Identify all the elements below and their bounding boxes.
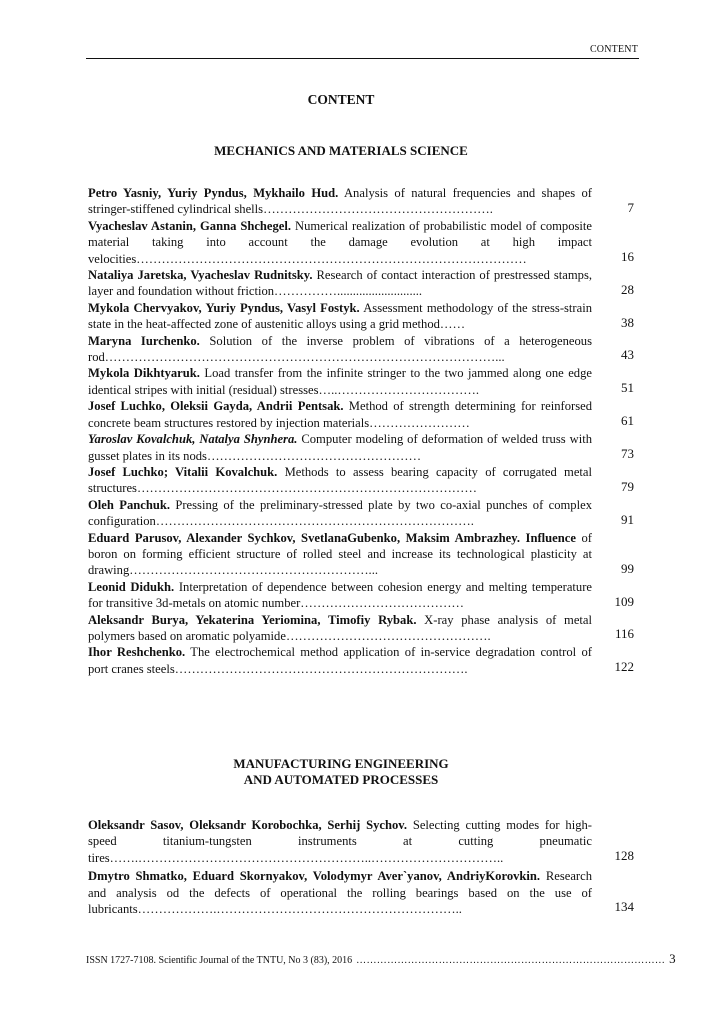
entry-authors: Yaroslav Kovalchuk, Natalya Shynhera. — [88, 432, 298, 447]
entry-page: 38 — [621, 314, 634, 330]
entry-title: Load transfer from the infinite stringer to the two jammed along one edge identical stripes with initial (residual) stresses…..……………………………. — [88, 366, 592, 397]
page-footer — [86, 951, 676, 967]
entry-authors: Leonid Didukh. — [88, 579, 175, 594]
footer-leader: ……………………………………………………………………………… — [356, 955, 666, 966]
toc-entry[interactable] — [88, 579, 638, 612]
entry-title: Pressing of the preliminary-stressed plate by two co-axial punches of complex configuration…………………………………………………………………. — [88, 497, 592, 529]
section-title-line: AND AUTOMATED PROCESSES — [243, 772, 439, 787]
section-title-manufacturing — [86, 756, 596, 788]
header-rule — [86, 58, 639, 59]
entry-title: Research and analysis od the defects of operational the rolling bearings based on the use of lubricants……………….………………………………………………….. — [88, 869, 592, 917]
entry-authors: Vyacheslav Astanin, Ganna Shchegel. — [88, 218, 292, 233]
entry-page: 16 — [621, 249, 634, 265]
entry-authors: Oleh Panchuk. — [88, 497, 170, 512]
entry-title: Solution of the inverse problem of vibrations of a heterogeneous rod…………………………………………………………………………………... — [88, 333, 592, 365]
entry-authors: Josef Luchko, Oleksii Gayda, Andrii Pentsak. — [88, 399, 344, 414]
entry-title: Research of contact interaction of prestressed stamps, layer and foundation without friction……………........................... — [88, 268, 593, 299]
entry-authors: Josef Luchko; Vitalii Kovalchuk. — [88, 464, 278, 479]
section-title-line: MANUFACTURING ENGINEERING — [233, 756, 449, 771]
toc-list-mechanics — [88, 185, 638, 677]
entry-authors: Oleksandr Sasov, Oleksandr Korobochka, Serhij Sychov. — [88, 818, 408, 832]
entry-title: Computer modeling of deformation of welded truss with gusset plates in its nods…………………………………………… — [88, 432, 592, 463]
toc-entry[interactable] — [88, 267, 638, 300]
toc-entry[interactable] — [88, 431, 638, 464]
entry-page: 91 — [621, 511, 634, 527]
entry-authors: Mykola Chervyakov, Yuriy Pyndus, Vasyl Fostyk. — [88, 300, 360, 315]
entry-authors: Eduard Parusov, Alexander Sychkov, SvetlanaGubenko, Maksim Ambrazhey. Influence — [88, 530, 576, 545]
entry-page: 79 — [621, 478, 634, 494]
toc-entry[interactable] — [88, 218, 638, 267]
entry-authors: Aleksandr Burya, Yekaterina Yeriomina, Timofiy Rybak. — [88, 612, 417, 627]
entry-title: X-ray phase analysis of metal polymers based on aromatic polyamide…………………………………………. — [88, 612, 592, 643]
entry-authors: Dmytro Shmatko, Eduard Skornyakov, Volodymyr Aver`yanov, AndriyKorovkin. — [88, 869, 541, 884]
entry-page: 134 — [614, 899, 634, 915]
entry-authors: Maryna Iurchenko. — [88, 333, 200, 348]
footer-journal: ISSN 1727-7108. Scientific Journal of the TNTU, No 3 (83), 2016 — [86, 955, 353, 966]
entry-page: 28 — [621, 281, 634, 297]
toc-entry[interactable] — [88, 333, 638, 366]
page-number: 3 — [669, 951, 676, 966]
toc-entry[interactable] — [88, 817, 638, 866]
toc-entry[interactable] — [88, 185, 638, 218]
entry-page: 116 — [614, 626, 634, 642]
entry-authors: Mykola Dikhtyaruk. — [88, 366, 200, 381]
entry-title: Analysis of natural frequencies and shapes of stringer-stiffened cylindrical shells………………………………………………. — [88, 186, 592, 217]
running-head: CONTENT — [589, 44, 638, 55]
entry-title: Method of strength determining for reinforsed concrete beam structures restored by injection materials…………………… — [88, 399, 592, 430]
toc-list-manufacturing — [88, 817, 638, 917]
entry-page: 122 — [614, 659, 634, 675]
toc-entry[interactable] — [88, 365, 638, 398]
entry-page: 109 — [614, 593, 634, 609]
entry-title: Methods to assess bearing capacity of corrugated metal structures……………………………………………………………………… — [88, 464, 592, 496]
section-title-mechanics: MECHANICS AND MATERIALS SCIENCE — [214, 143, 468, 158]
entry-title: Selecting cutting modes for high-speed titanium-tungsten instruments at cutting pneumatic tires…….………………………………………………..………………………….. — [88, 818, 592, 865]
entry-page: 128 — [614, 848, 634, 864]
entry-authors: Petro Yasniy, Yuriy Pyndus, Mykhailo Hud. — [88, 186, 339, 200]
toc-entry[interactable] — [88, 612, 638, 645]
entry-authors: Ihor Reshchenko. — [88, 645, 186, 660]
entry-page: 43 — [621, 347, 634, 363]
entry-title: Assessment methodology of the stress-strain state in the heat-affected zone of austenitic alloys using a grid method…… — [88, 300, 592, 332]
entry-page: 7 — [627, 199, 634, 215]
entry-title: of boron on forming efficient structure of rolled steel and increase its technological plasticity at drawing…………………………………………………... — [88, 530, 592, 578]
toc-entry[interactable] — [88, 644, 638, 677]
entry-title: Numerical realization of probabilistic model of composite material taking into account the damage evolution at high impact velocities………………………………………………………………………………… — [88, 218, 592, 266]
toc-entry[interactable] — [88, 398, 638, 431]
toc-entry[interactable] — [88, 464, 638, 497]
entry-title: Interpretation of dependence between cohesion energy and melting temperature for transitive 3d-metals on atomic number………………………………… — [88, 579, 592, 611]
toc-entry[interactable] — [88, 300, 638, 333]
entry-page: 99 — [621, 560, 634, 576]
entry-page: 73 — [621, 445, 634, 461]
entry-authors: Nataliya Jaretska, Vyacheslav Rudnitsky. — [88, 268, 313, 283]
entry-page: 51 — [621, 380, 634, 396]
toc-entry[interactable] — [88, 530, 638, 579]
entry-title: The electrochemical method application of in-service degradation control of port cranes steels……………………………………………………………. — [88, 645, 592, 676]
entry-page: 61 — [621, 413, 634, 429]
toc-entry[interactable] — [88, 868, 638, 917]
page-title: CONTENT — [307, 92, 375, 107]
toc-entry[interactable] — [88, 497, 638, 530]
